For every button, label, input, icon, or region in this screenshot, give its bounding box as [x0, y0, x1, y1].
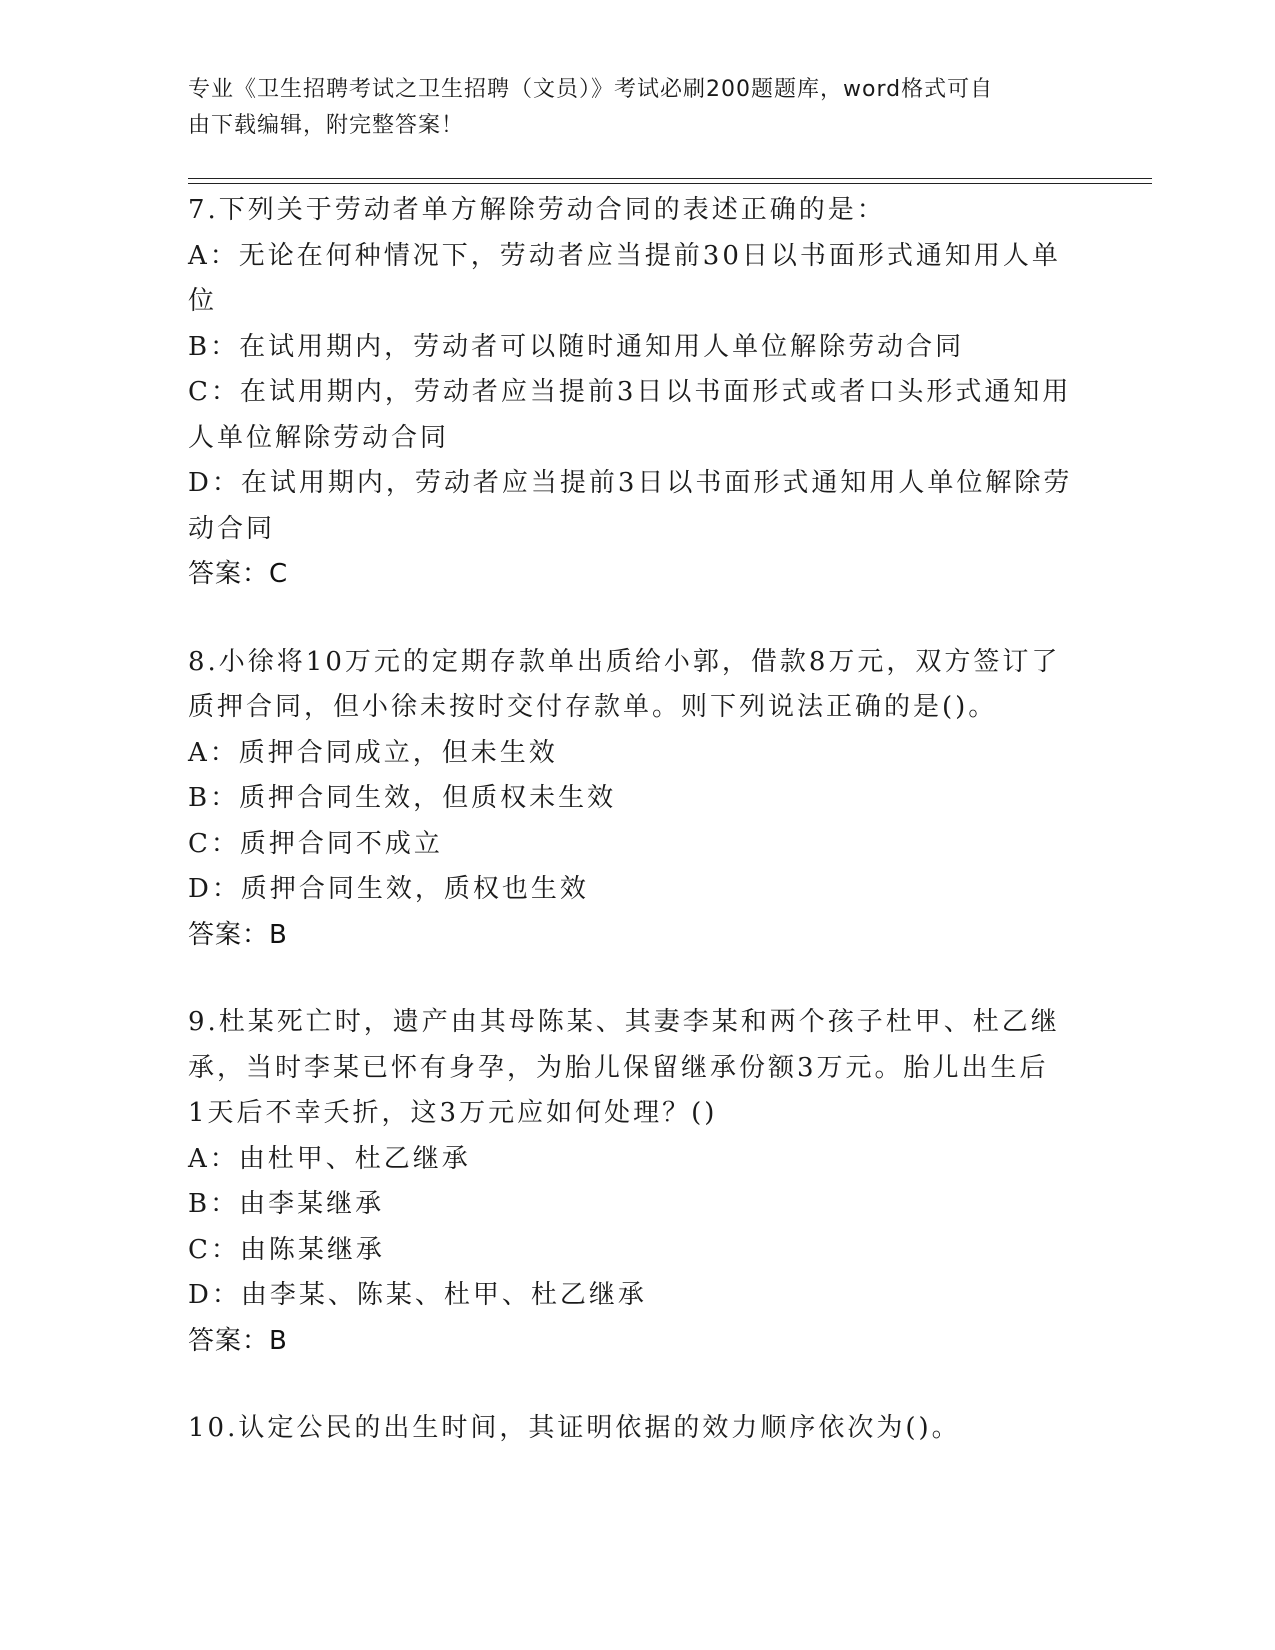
option-line: C：质押合同不成立 [188, 828, 443, 859]
question-stem-line: 1天后不幸夭折，这3万元应如何处理？() [188, 1098, 718, 1128]
question-item [188, 188, 1088, 598]
answer-label: 答案： [188, 919, 270, 950]
question-item [188, 1000, 1088, 1364]
option-line: D：由李某、陈某、杜甲、杜乙继承 [188, 1280, 647, 1310]
header-line-1: 专业《卫生招聘考试之卫生招聘（文员）》考试必刷200题题库，word格式可自 [188, 77, 994, 102]
header-divider-top [188, 178, 1152, 179]
question-stem-line: 质押合同，但小徐未按时交付存款单。则下列说法正确的是()。 [188, 692, 998, 722]
option-line: D：质押合同生效，质权也生效 [188, 874, 589, 904]
answer-label: 答案： [188, 1325, 270, 1356]
question-stem-line: 9.杜某死亡时，遗产由其母陈某、其妻李某和两个孩子杜甲、杜乙继 [188, 1007, 1060, 1037]
option-line: D：在试用期内，劳动者应当提前3日以书面形式通知用人单位解除劳 [188, 468, 1073, 498]
header-line-2: 由下载编辑，附完整答案！ [188, 113, 465, 138]
question-stem-line: 承，当时李某已怀有身孕，为胎儿保留继承份额3万元。胎儿出生后 [188, 1052, 1049, 1083]
option-line: B：质押合同生效，但质权未生效 [188, 783, 617, 813]
option-line: B：由李某继承 [188, 1189, 385, 1219]
question-stem-line: 8.小徐将10万元的定期存款单出质给小郭，借款8万元，双方签订了 [188, 646, 1061, 677]
option-line: C：由陈某继承 [188, 1234, 385, 1265]
option-line: 位 [188, 286, 218, 316]
answer-line [188, 1319, 1088, 1365]
option-line: A：无论在何种情况下，劳动者应当提前30日以书面形式通知用人单 [188, 240, 1061, 271]
answer-line [188, 552, 1088, 598]
question-stem-line: 7.下列关于劳动者单方解除劳动合同的表述正确的是： [188, 195, 886, 225]
option-line: 动合同 [188, 513, 276, 544]
answer-value: B [269, 1325, 288, 1356]
document-header [188, 72, 1088, 144]
question-list [188, 188, 1088, 1494]
option-line: B：在试用期内，劳动者可以随时通知用人单位解除劳动合同 [188, 331, 965, 362]
answer-label: 答案： [188, 559, 270, 589]
answer-value: B [269, 919, 288, 950]
question-item [188, 1406, 1088, 1452]
option-line: A：质押合同成立，但未生效 [188, 737, 558, 768]
answer-line [188, 913, 1088, 959]
option-line: C：在试用期内，劳动者应当提前3日以书面形式或者口头形式通知用 [188, 377, 1072, 407]
question-item [188, 640, 1088, 959]
question-stem-line: 10.认定公民的出生时间，其证明依据的效力顺序依次为()。 [188, 1413, 961, 1443]
option-line: A：由杜甲、杜乙继承 [188, 1143, 471, 1174]
option-line: 人单位解除劳动合同 [188, 422, 450, 453]
header-divider-bottom [188, 183, 1152, 184]
answer-value: C [269, 559, 289, 589]
